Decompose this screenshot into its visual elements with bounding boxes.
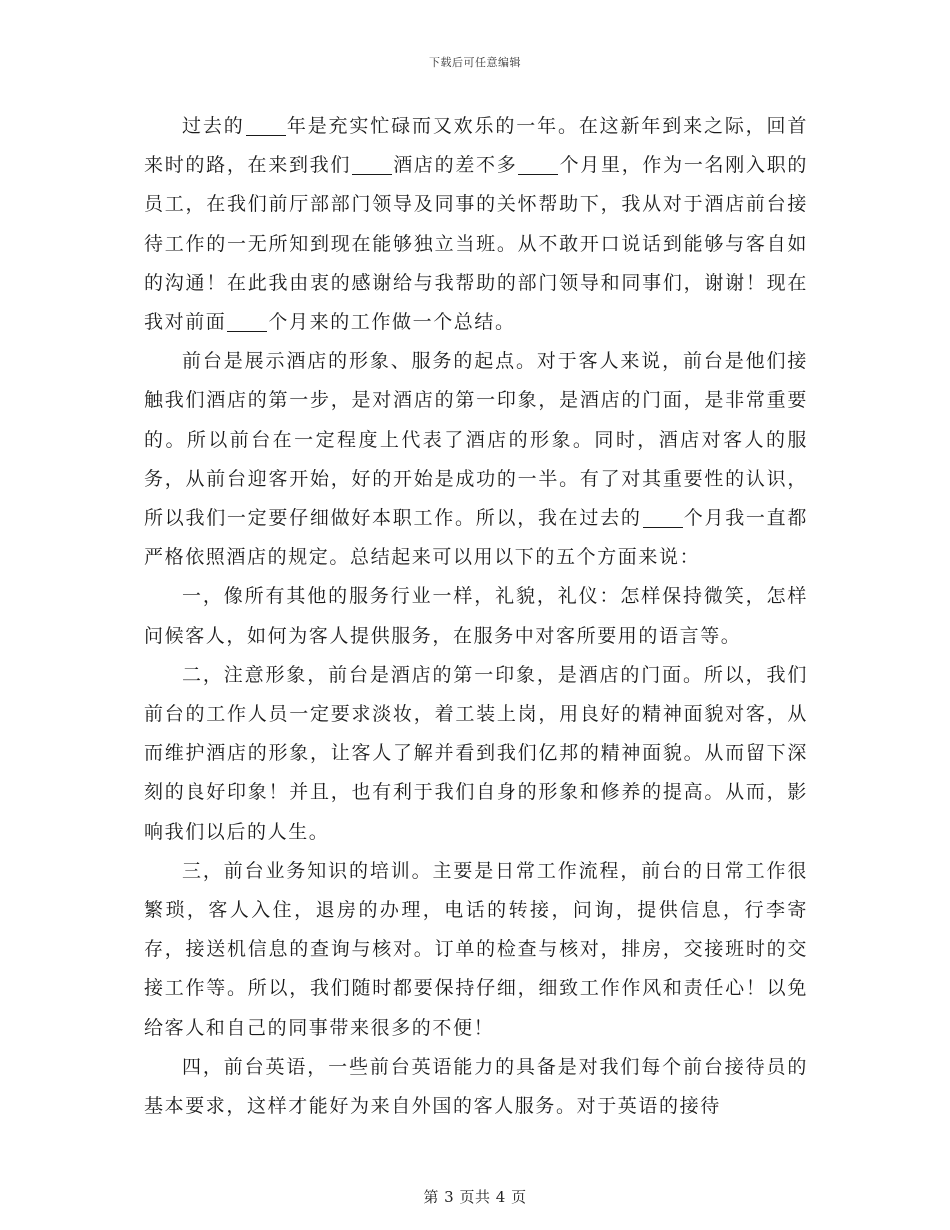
text-span: 前台是展示酒店的形象、服务的起点。对于客人来说，前台是他们接触我们酒店的第一步，是对酒店的第一印象，是酒店的门面，是非常重要的。所以前台在一定程度上代表了酒店的形象。同时，酒店对客人的服务，从前台迎客开始，好的开始是成功的一半。有了对其重要性的认识，所以我们一定要仔细做好本职工作。所以，我在过去的 <box>144 350 808 530</box>
page-header: 下载后可任意编辑 <box>429 56 521 69</box>
paragraph-point-four: 四，前台英语，一些前台英语能力的具备是对我们每个前台接待员的基本要求，这样才能好为来自外国的客人服务。对于英语的接待 <box>144 1055 808 1118</box>
text-span: 过去的 <box>182 115 245 137</box>
text-span: 年是充实忙碌而又欢乐的一年。在这新年到来之际，回首来时的路，在来到我们 <box>144 115 808 177</box>
blank-underline <box>227 309 267 332</box>
blank-underline <box>352 152 392 175</box>
paragraph-point-one: 一，像所有其他的服务行业一样，礼貌，礼仪：怎样保持微笑，怎样问候客人，如何为客人提供服务，在服务中对客所要用的语言等。 <box>144 585 808 647</box>
blank-underline <box>643 505 683 528</box>
text-span: 个月我一直都严格依照酒店的规定。总结起来可以用以下的五个方面来说： <box>144 507 808 569</box>
text-span: 酒店的差不多 <box>393 154 518 177</box>
text-span: 个月来的工作做一个总结。 <box>268 311 516 334</box>
paragraph-point-three: 三，前台业务知识的培训。主要是日常工作流程，前台的日常工作很繁琐，客人入住，退房的办理，电话的转接，问询，提供信息，行李寄存，接送机信息的查询与核对。订单的检查与核对，排房，交接班时的交接工作等。所以，我们随时都要保持仔细，细致工作作风和责任心！以免给客人和自己的同事带来很多的不便！ <box>144 859 808 1039</box>
blank-underline <box>246 113 286 136</box>
text-span: 个月里，作为一名刚入职的员工，在我们前厅部部门领导及同事的关怀帮助下，我从对于酒店前台接待工作的一无所知到现在能够独立当班。从不敢开口说话到能够与客自如的沟通！在此我由衷的感谢给与我帮助的部门领导和同事们，谢谢！现在我对前面 <box>144 154 808 334</box>
page-footer: 第 3 页共 4 页 <box>423 1188 527 1206</box>
document-body <box>144 107 808 1126</box>
paragraph-point-two: 二，注意形象，前台是酒店的第一印象，是酒店的门面。所以，我们前台的工作人员一定要求淡妆，着工装上岗，用良好的精神面貌对客，从而维护酒店的形象，让客人了解并看到我们亿邦的精神面貌。从而留下深刻的良好印象！并且，也有利于我们自身的形象和修养的提高。从而，影响我们以后的人生。 <box>144 663 808 843</box>
paragraph-intro <box>144 107 808 342</box>
blank-underline <box>518 152 558 175</box>
paragraph-front-desk-role <box>144 342 808 577</box>
